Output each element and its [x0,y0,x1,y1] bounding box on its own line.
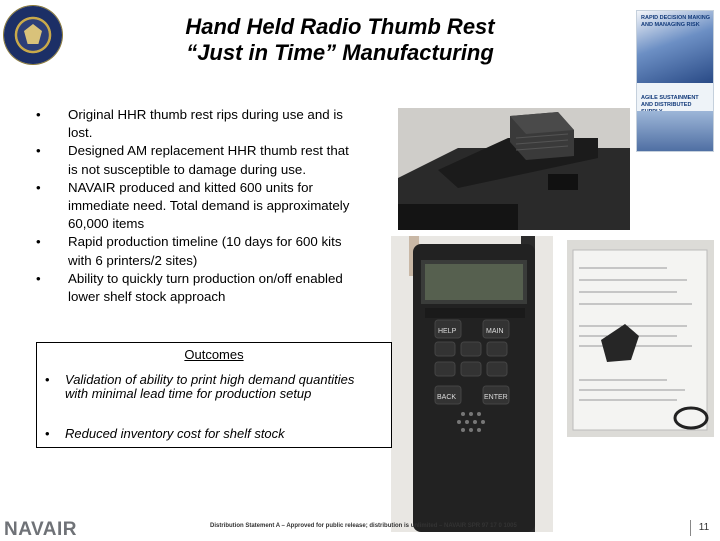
distribution-statement: Distribution Statement A – Approved for public release; distribution is unlimited – NAVAIR SPR 97 17 0 1005 [210,523,517,529]
outcome-text: Validation of ability to print high demand quantities with minimal lead time for production setup [65,372,355,401]
hand-held-radio-photo [391,236,553,532]
outcome-item: • Reduced inventory cost for shelf stock [45,427,375,441]
outcomes-heading: Outcomes [184,347,244,362]
outcome-text: Reduced inventory cost for shelf stock [65,426,285,441]
outcomes-box [36,342,392,448]
title-line-2: “Just in Time” Manufacturing [186,40,494,65]
bullet-item: • NAVAIR produced and kitted 600 units for immediate need. Total demand is approximately 60,000 items [36,179,358,234]
slide-title [100,14,580,66]
radio-key-help: HELP [438,328,457,335]
navy-seal-logo [4,6,62,64]
radio-key-enter: ENTER [484,394,508,401]
cover-heading: RAPID DECISION MAKING AND MANAGING RISK [641,15,711,28]
cover-subheading: AGILE SUSTAINMENT AND DISTRIBUTED [641,95,699,108]
radio-key-main: MAIN [486,328,504,335]
book-cover-image [636,10,714,152]
thumb-rest-kit-bag-photo [567,240,714,437]
bullet-item: • Designed AM replacement HHR thumb rest that is not susceptible to damage during use. [36,142,358,178]
thumb-rest-closeup-photo [398,108,630,230]
title-line-1: Hand Held Radio Thumb Rest [185,14,495,39]
bullet-item: • Ability to quickly turn production on/off enabled lower shelf stock approach [36,270,358,306]
bullet-item: • Rapid production timeline (10 days for 600 kits with 6 printers/2 sites) [36,233,358,269]
radio-key-back: BACK [437,394,457,401]
navair-logo-text: NAVAIR [4,519,78,540]
page-number: 11 [690,520,717,536]
bullet-list [36,106,358,306]
bullet-item: • Original HHR thumb rest rips during use and is lost. [36,106,358,142]
outcome-item: • Validation of ability to print high demand quantities with minimal lead time for production setup [45,373,375,401]
